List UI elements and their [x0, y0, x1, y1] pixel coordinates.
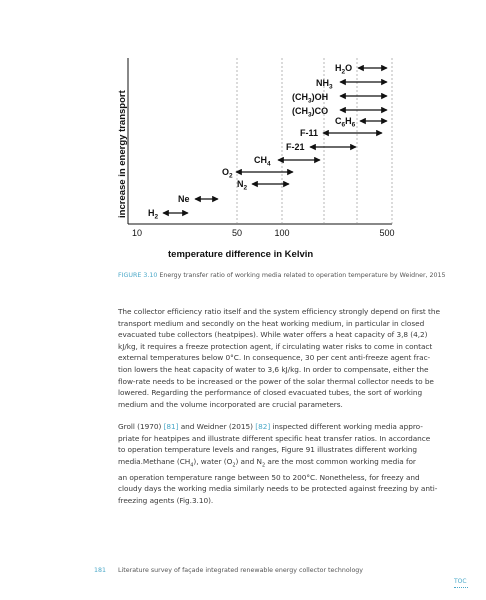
text-line: freezing agents (Fig.3.10). — [118, 496, 214, 506]
x-tick-50: 50 — [231, 228, 243, 238]
text-line: cloudy days the working media similarly needs to be protected against freezing by anti- — [118, 484, 438, 494]
media-label-n2: $N_2$ — [237, 179, 248, 192]
text-line: media.Methane $(CH_4)$, water $(O_2)$ and $N_2$ are the most common working media for — [118, 456, 416, 469]
media-label-ne: Ne — [178, 194, 190, 204]
text-line: to operation temperature levels and ranges, Figure 91 illustrates different working — [118, 445, 418, 455]
text-line: The collector efficiency ratio itself and the system efficiency strongly depend on first the — [118, 307, 440, 316]
x-tick-10: 10 — [131, 228, 143, 238]
text-line: kJ/kg, it requires a freeze protection agent, if circulating water risks to come in contact — [118, 341, 433, 351]
page-number: 181 — [94, 567, 107, 574]
text-line: Groll (1970) [81] and Weidner (2015) [82] inspected different working media appro- — [118, 422, 423, 431]
media-label-f21: F-21 — [286, 142, 305, 152]
media-label-h2o: $H_2O$ — [335, 63, 353, 76]
text-line: an operation temperature range between 50 to 200°C. Nonetheless, for freezy and — [118, 472, 420, 482]
text-line: evacuated tube collectors (heatpipes). While water offers a heat capacity of 3,8 (4,2) — [118, 330, 428, 340]
text-line: medium and the volume incorporated are crucial parameters. — [118, 399, 343, 409]
toc-link[interactable]: TOC — [454, 578, 467, 585]
media-label-ch4: $CH_4$ — [254, 155, 271, 168]
media-label-c6h6: $C_6H_6$ — [335, 116, 356, 129]
text-line: priate for heatpipes and illustrate different specific heat transfer ratios. In accordance — [118, 433, 431, 443]
text-line: lowered. Regarding the performance of closed evacuated tubes, the sort of working — [118, 388, 423, 398]
y-axis-label: increase in energy transport — [117, 90, 128, 218]
media-label-ch3oh: $(CH_3)OH$ — [292, 92, 329, 105]
paragraph-2 — [118, 421, 464, 507]
text-line: transport medium and secondly on the heat working medium, in particular in closed — [118, 318, 425, 328]
media-label-f11: F-11 — [300, 128, 319, 138]
energy-transfer-figure — [0, 0, 486, 270]
figure-id: FIGURE 3.10 — [118, 272, 158, 279]
figure-caption — [118, 272, 458, 279]
text-line: flow-rate needs to be increased or the power of the solar thermal collector needs to be — [118, 376, 434, 386]
text-line: tion lowers the heat capacity of water to 3,6 kJ/kg. In order to compensate, either the — [118, 364, 429, 374]
media-label-o2: $O_2$ — [222, 167, 233, 180]
figure-caption-text: Energy transfer ratio of working media related to operation temperature by Weidner, 2015 — [159, 272, 446, 279]
media-label-nh3: $NH_3$ — [316, 78, 333, 91]
reference-link-82[interactable]: [82] — [255, 422, 271, 431]
x-tick-500: 500 — [379, 228, 395, 238]
media-label-ch3co: $(CH_3)CO$ — [292, 106, 329, 119]
paragraph-1 — [118, 306, 464, 410]
media-label-h2: $H_2$ — [148, 208, 159, 221]
x-tick-100: 100 — [274, 228, 290, 238]
toc-underline — [454, 587, 468, 590]
text-line: external temperatures below 0°C. In consequence, 30 per cent anti-freeze agent frac- — [118, 353, 431, 363]
running-footer: Literature survey of façade integrated renewable energy collector technology — [118, 567, 364, 574]
x-axis-label: temperature difference in Kelvin — [168, 249, 314, 260]
reference-link-81[interactable]: [81] — [163, 422, 179, 431]
